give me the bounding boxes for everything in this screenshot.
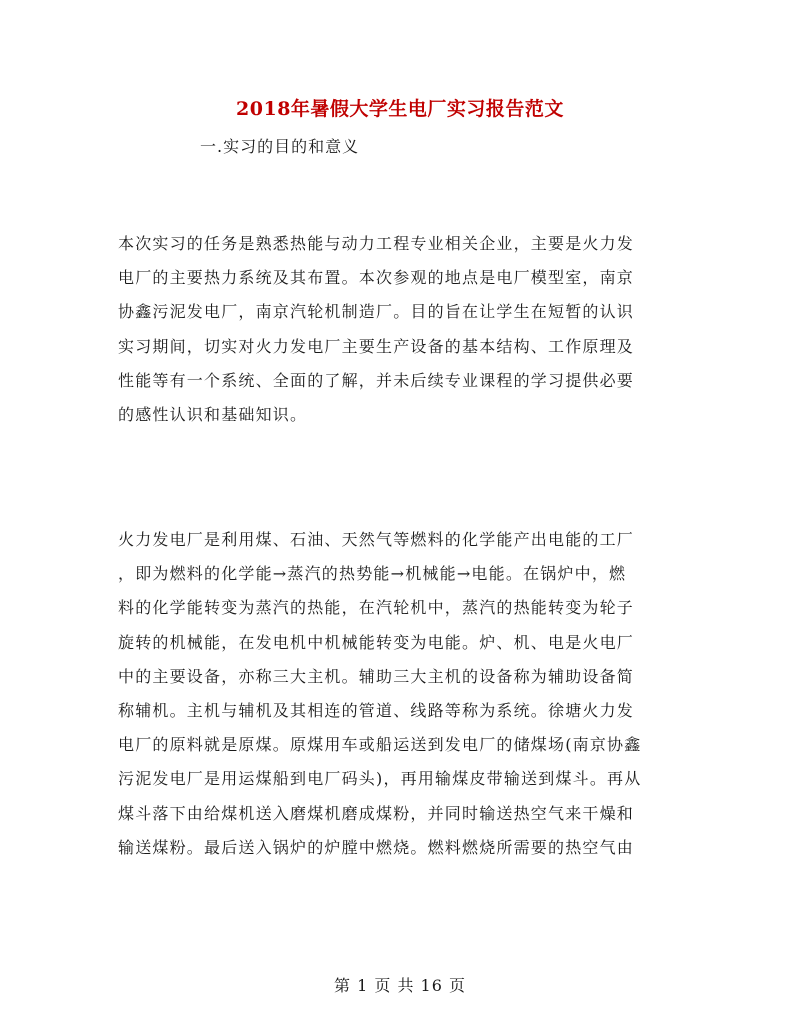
paragraph-line: 的感性认识和基础知识。 xyxy=(118,405,308,425)
paragraph-line: 煤斗落下由给煤机送入磨煤机磨成煤粉，并同时输送热空气来干燥和 xyxy=(118,803,635,823)
paragraph-line: 实习期间，切实对火力发电厂主要生产设备的基本结构、工作原理及 xyxy=(118,336,635,356)
paragraph-line: 火力发电厂是利用煤、石油、天然气等燃料的化学能产出电能的工厂 xyxy=(118,530,635,549)
paragraph-line: ，即为燃料的化学能→蒸汽的热势能→机械能→电能。在锅炉中，燃 xyxy=(118,564,627,584)
paragraph-line: 输送煤粉。最后送入锅炉的炉膛中燃烧。燃料燃烧所需要的热空气由 xyxy=(118,837,635,857)
paragraph-line: 性能等有一个系统、全面的了解，并未后续专业课程的学习提供必要 xyxy=(118,370,635,390)
paragraph-1 xyxy=(118,227,688,432)
paragraph-line: 称辅机。主机与辅机及其相连的管道、线路等称为系统。徐塘火力发 xyxy=(118,701,635,721)
paragraph-line: 料的化学能转变为蒸汽的热能，在汽轮机中，蒸汽的热能转变为轮子 xyxy=(118,598,635,618)
paragraph-line: 电厂的主要热力系统及其布置。本次参观的地点是电厂模型室，南京 xyxy=(118,268,635,288)
paragraph-line: 污泥发电厂是用运煤船到电厂码头)，再用输煤皮带输送到煤斗。再从 xyxy=(118,769,642,789)
paragraph-2 xyxy=(118,523,688,865)
section-heading: 一.实习的目的和意义 xyxy=(200,137,360,156)
document-title: 2018年暑假大学生电厂实习报告范文 xyxy=(236,98,564,120)
paragraph-line: 电厂的原料就是原煤。原煤用车或船运送到发电厂的储煤场(南京协鑫 xyxy=(118,735,642,755)
paragraph-line: 中的主要设备，亦称三大主机。辅助三大主机的设备称为辅助设备简 xyxy=(118,666,635,686)
paragraph-line: 旋转的机械能，在发电机中机械能转变为电能。炉、机、电是火电厂 xyxy=(118,632,635,652)
page-footer: 第 1 页 共 16 页 xyxy=(334,976,466,995)
paragraph-line: 本次实习的任务是熟悉热能与动力工程专业相关企业，主要是火力发 xyxy=(118,234,635,253)
paragraph-line: 协鑫污泥发电厂，南京汽轮机制造厂。目的旨在让学生在短暂的认识 xyxy=(118,302,635,322)
